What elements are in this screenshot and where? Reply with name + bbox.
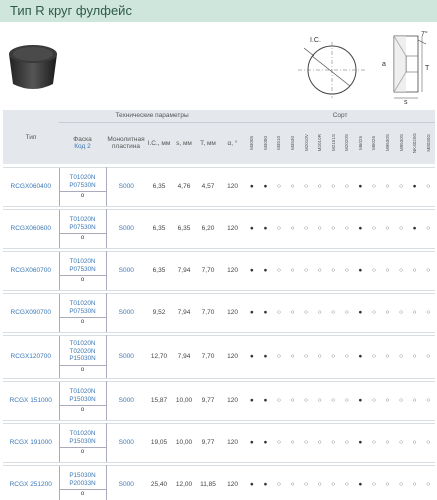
grade-mark: ○ [340,167,354,206]
grade-mark: ○ [272,209,286,248]
ic-cell: 6,35 [146,209,172,248]
page-title: Тип R круг фулфейс [10,3,132,18]
chamfer-flag: o [60,447,106,457]
grade-mark: ○ [313,293,327,332]
chamfer-code: P07530N [69,181,96,189]
grade-mark: ● [245,209,259,248]
grade-mark: ○ [340,293,354,332]
alpha-cell: 120 [220,209,245,248]
grade-mark: ○ [367,423,381,462]
grade-mark: ● [245,167,259,206]
plate-cell: S000 [106,381,146,420]
grade-mark: ○ [299,209,313,248]
grade-col [340,122,354,164]
chamfer-code: P15030N [69,355,96,363]
s-cell: 7,94 [172,251,196,290]
grade-mark: ● [245,335,259,378]
chamfer-flag: o [60,405,106,415]
col-alpha: α, ° [220,122,245,164]
grade-mark: ○ [326,251,340,290]
ic-cell: 9,52 [146,293,172,332]
grade-mark: ● [245,251,259,290]
s-cell: 6,35 [172,209,196,248]
ic-label: I.C. [310,37,321,44]
grade-mark: ● [259,209,273,248]
grade-mark: ● [259,381,273,420]
grade-mark: ○ [408,251,422,290]
s-cell: 10,00 [172,381,196,420]
table-row [3,293,435,332]
type-cell: RCGX120700 [3,335,59,378]
alpha-cell: 120 [220,381,245,420]
grade-mark: ○ [286,335,300,378]
grade-mark: ○ [299,167,313,206]
grade-mark: ○ [381,209,395,248]
grade-label: M3005 [249,135,255,150]
grade-label: M5025 [371,135,377,150]
grade-mark: ○ [367,209,381,248]
grade-mark: ○ [272,423,286,462]
grade-mark: ○ [421,251,435,290]
tech-params-header: Технические параметры [59,110,245,122]
grade-mark: ○ [340,465,354,500]
col-ic: I.C., мм [146,122,172,164]
grade-mark: ○ [326,423,340,462]
col-type: Тип [3,110,59,164]
grade-mark: ○ [313,423,327,462]
title-bar [0,0,437,22]
chamfer-code: T01020N [69,340,96,348]
grade-label: M6025 [357,135,363,150]
grade-mark: ○ [326,167,340,206]
grade-mark: ● [245,465,259,500]
chamfer-flag: o [60,489,106,499]
grade-mark: ○ [313,381,327,420]
grade-label: M3080 [262,135,268,150]
s-cell: 7,94 [172,335,196,378]
grade-mark: ● [354,335,368,378]
grade-mark: ○ [313,167,327,206]
chamfer-code: T01020N [69,215,96,223]
angle-label: 7° [421,31,428,38]
chamfer-label: Фаска [73,136,92,144]
grade-col [272,122,286,164]
type-cell: RCGX090700 [3,293,59,332]
grade-mark: ○ [381,293,395,332]
s-cell: 10,00 [172,423,196,462]
grade-label: M2151S [330,134,336,152]
grade-mark: ○ [367,167,381,206]
grade-mark: ● [354,209,368,248]
chamfer-cell [59,209,106,248]
chamfer-code: T01020N [69,173,96,181]
table-row [3,167,435,206]
t-cell: 7,70 [196,293,220,332]
chamfer-cell [59,423,106,462]
grade-mark: ○ [299,381,313,420]
grade-mark: ○ [421,167,435,206]
grade-mark: ○ [326,465,340,500]
alpha-cell: 120 [220,167,245,206]
grade-mark: ○ [421,209,435,248]
grade-mark: ○ [326,293,340,332]
grade-mark: ● [408,167,422,206]
grade-mark: ○ [394,251,408,290]
alpha-cell: 120 [220,335,245,378]
chamfer-code: T01020N [69,387,96,395]
grade-mark: ○ [313,465,327,500]
alpha-cell: 120 [220,423,245,462]
chamfer-cell [59,251,106,290]
chamfer-code: P15030N [69,471,96,479]
grade-mark: ○ [408,293,422,332]
alpha-cell: 120 [220,293,245,332]
chamfer-flag: o [60,317,106,327]
grade-label: M9530S [384,134,390,152]
grade-mark: ● [354,465,368,500]
grade-mark: ○ [299,465,313,500]
chamfer-cell [59,293,106,332]
grade-mark: ○ [367,293,381,332]
alpha-cell: 120 [220,465,245,500]
t-cell: 11,85 [196,465,220,500]
table-row [3,381,435,420]
chamfer-flag: o [60,233,106,243]
grade-mark: ○ [381,251,395,290]
grade-mark: ○ [272,465,286,500]
s-label: s [404,99,408,104]
alpha-cell: 120 [220,251,245,290]
chamfer-code: P15030N [69,395,96,403]
grade-mark: ● [245,381,259,420]
grade-mark: ● [245,423,259,462]
table-row [3,251,435,290]
grade-mark: ○ [286,251,300,290]
grade-mark: ○ [381,335,395,378]
plate-cell: S000 [106,423,146,462]
grade-mark: ○ [408,465,422,500]
ic-diagram [298,28,368,100]
grade-mark: ○ [272,293,286,332]
t-cell: 6,20 [196,209,220,248]
grade-mark: ○ [272,167,286,206]
grade-mark: ○ [394,381,408,420]
grade-col [259,122,273,164]
plate-cell: S000 [106,209,146,248]
grade-mark: ○ [286,381,300,420]
grade-mark: ○ [272,381,286,420]
grade-mark: ○ [381,167,395,206]
grade-col [421,122,435,164]
grade-col [408,122,422,164]
chamfer-code: T01020N [69,257,96,265]
chamfer-flag: o [60,275,106,285]
code-label: Код 2 [74,143,91,151]
table-row [3,423,435,462]
chamfer-code: T01020N [69,299,96,307]
chamfer-code: P15030N [69,437,96,445]
ic-cell: 12,70 [146,335,172,378]
type-cell: RCGX060600 [3,209,59,248]
grade-mark: ● [408,209,422,248]
grade-mark: ● [354,251,368,290]
t-cell: 9,77 [196,423,220,462]
grade-mark: ○ [272,335,286,378]
grade-mark: ● [354,293,368,332]
grade-mark: ○ [381,423,395,462]
grade-mark: ● [259,423,273,462]
grade-mark: ○ [367,335,381,378]
grade-mark: ● [245,293,259,332]
grade-col [313,122,327,164]
chamfer-flag: o [60,365,106,375]
grade-mark: ● [354,381,368,420]
t-cell: 7,70 [196,251,220,290]
grade-mark: ● [259,465,273,500]
grade-mark: ○ [340,423,354,462]
grade-mark: ○ [421,381,435,420]
grade-mark: ○ [421,293,435,332]
sort-header: Сорт [245,110,435,122]
chamfer-code: T01020N [69,429,96,437]
grade-mark: ○ [421,335,435,378]
grade-mark: ○ [286,167,300,206]
grade-mark: ○ [421,423,435,462]
grade-mark: ○ [381,381,395,420]
grade-mark: ○ [394,293,408,332]
chamfer-cell [59,335,106,378]
ic-cell: 19,05 [146,423,172,462]
col-s: s, мм [172,122,196,164]
grade-mark: ○ [313,209,327,248]
chamfer-code: P20033N [69,479,96,487]
s-cell: 4,76 [172,167,196,206]
grade-mark: ○ [367,465,381,500]
grade-mark: ○ [326,381,340,420]
type-cell: RCGX 191000 [3,423,59,462]
t-cell: 9,77 [196,381,220,420]
plate-cell: S000 [106,465,146,500]
type-cell: RCGX060700 [3,251,59,290]
col-t: T, мм [196,122,220,164]
table-row [3,209,435,248]
grade-mark: ○ [340,251,354,290]
grade-mark: ○ [340,209,354,248]
ic-cell: 15,87 [146,381,172,420]
profile-diagram [378,26,434,104]
grade-label: M3530 [290,135,296,150]
type-cell: RCGX060400 [3,167,59,206]
chamfer-code: T02020N [69,347,96,355]
grade-mark: ○ [299,335,313,378]
plate-cell: S000 [106,293,146,332]
t-cell: 4,57 [196,167,220,206]
grade-mark: ○ [394,335,408,378]
grade-mark: ○ [394,465,408,500]
grade-mark: ○ [299,423,313,462]
grade-label: M9530S [398,134,404,152]
a-label: a [382,61,386,68]
col-plate: Монолитная пластина [106,122,146,164]
table-row [3,335,435,378]
grade-col [245,122,259,164]
grade-col [286,122,300,164]
chamfer-cell [59,381,106,420]
grade-mark: ○ [286,209,300,248]
t-label: T [425,65,430,72]
ic-cell: 6,35 [146,251,172,290]
s-cell: 7,94 [172,293,196,332]
grade-mark: ● [259,251,273,290]
grade-col [326,122,340,164]
chamfer-cell [59,167,106,206]
grade-mark: ○ [313,251,327,290]
chamfer-code: P07530N [69,223,96,231]
grade-mark: ○ [299,293,313,332]
grade-mark: ○ [299,251,313,290]
chamfer-code: P07530N [69,265,96,273]
grade-col [394,122,408,164]
grade-mark: ○ [421,465,435,500]
grade-col [354,122,368,164]
type-cell: RCGX 151000 [3,381,59,420]
spec-table [3,110,435,500]
grade-mark: ○ [272,251,286,290]
ic-cell: 25,40 [146,465,172,500]
grade-col [381,122,395,164]
grade-mark: ○ [326,209,340,248]
grade-mark: ○ [340,381,354,420]
grade-mark: ● [259,167,273,206]
grade-mark: ● [354,423,368,462]
grade-mark: ● [259,335,273,378]
grade-mark: ○ [286,465,300,500]
plate-cell: S000 [106,167,146,206]
grade-mark: ○ [394,423,408,462]
grade-label: M2010V [303,134,309,152]
chamfer-cell [59,465,106,500]
insert-photo [5,36,61,96]
chamfer-code: P07530N [69,307,96,315]
grade-mark: ● [354,167,368,206]
grade-mark: ○ [408,423,422,462]
table-row [3,465,435,500]
type-cell: RCGX 251200 [3,465,59,500]
grade-mark: ○ [367,381,381,420]
grade-mark: ○ [408,381,422,420]
grade-label: M8030G [425,133,431,152]
t-cell: 7,70 [196,335,220,378]
grade-mark: ○ [286,293,300,332]
grade-mark: ○ [367,251,381,290]
grade-label: M2020S [344,134,350,152]
s-cell: 12,00 [172,465,196,500]
grade-col [367,122,381,164]
chamfer-flag: o [60,191,106,201]
grade-mark: ○ [286,423,300,462]
col-chamfer [59,122,106,164]
grade-mark: ○ [381,465,395,500]
grade-mark: ● [259,293,273,332]
grade-label: M2010R [317,134,323,152]
grade-label: NK4020G [412,132,418,153]
grade-label: M3510 [276,135,282,150]
plate-cell: S000 [106,251,146,290]
grade-mark: ○ [394,209,408,248]
grade-mark: ○ [340,335,354,378]
grade-mark: ○ [394,167,408,206]
grade-mark: ○ [326,335,340,378]
grade-mark: ○ [408,335,422,378]
plate-cell: S000 [106,335,146,378]
grade-mark: ○ [313,335,327,378]
grade-col [299,122,313,164]
ic-cell: 6,35 [146,167,172,206]
